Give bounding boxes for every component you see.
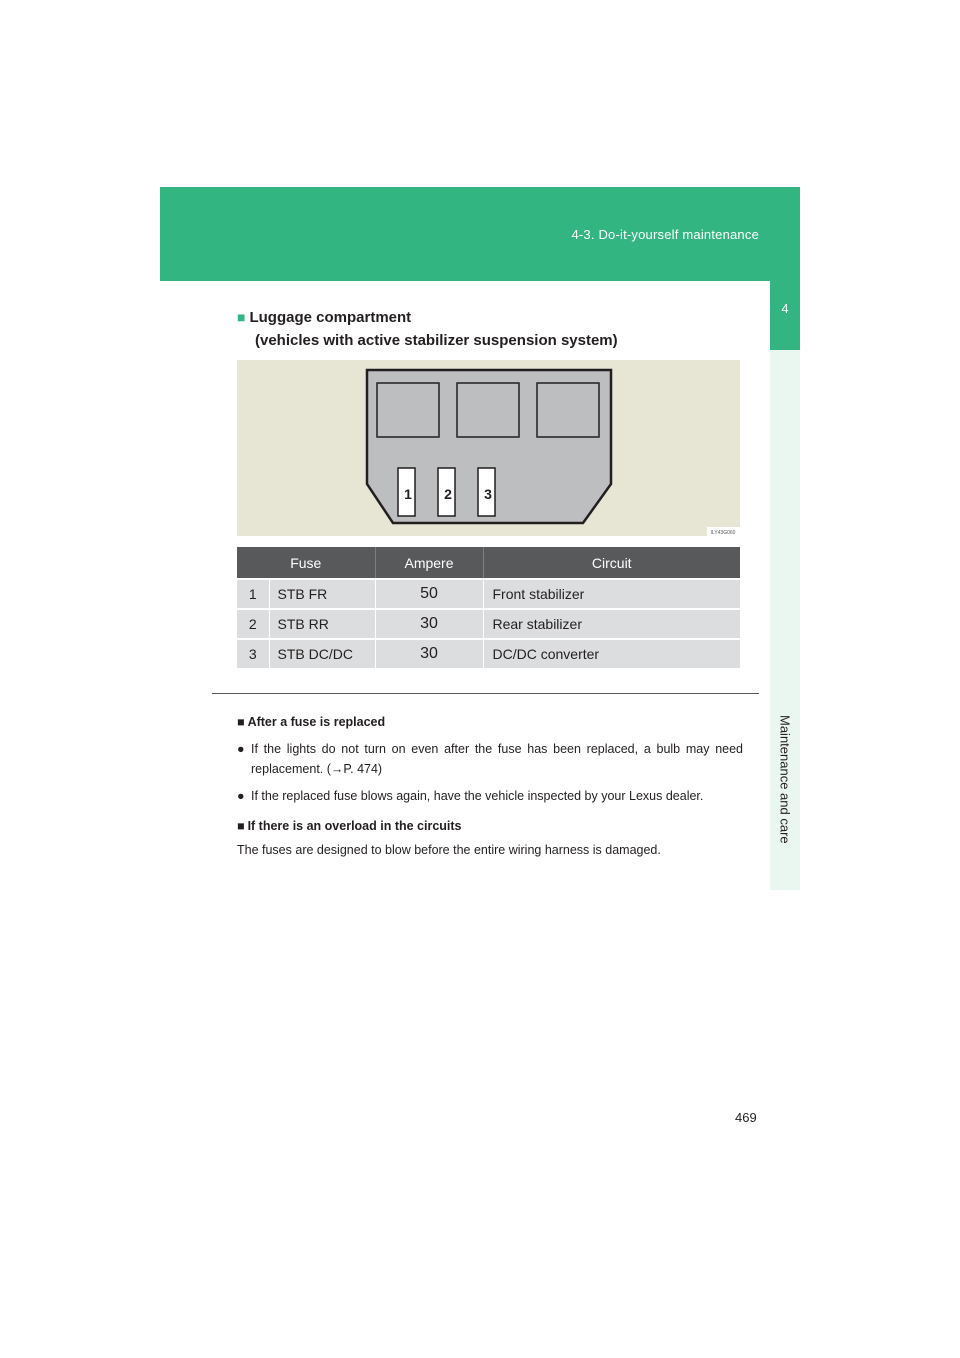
relay-slot-3	[537, 383, 599, 437]
header-circuit: Circuit	[483, 547, 740, 579]
table-row	[237, 579, 740, 609]
subheading	[237, 306, 618, 352]
bullet-dot-icon: ●	[237, 789, 245, 803]
fuse-circuit: Rear stabilizer	[483, 609, 740, 639]
fuse-ampere: 30	[375, 639, 483, 668]
fuse-label-1: 1	[404, 486, 412, 502]
table-row	[237, 639, 740, 668]
fuse-number: 2	[237, 609, 269, 639]
chapter-number: 4	[781, 301, 789, 316]
fuse-ampere: 30	[375, 609, 483, 639]
square-bullet-icon: ■	[237, 715, 245, 729]
section-divider	[212, 693, 759, 694]
list-item	[237, 786, 743, 806]
section-header-band	[160, 187, 800, 281]
square-bullet-icon: ■	[237, 819, 245, 833]
fuse-circuit: DC/DC converter	[483, 639, 740, 668]
square-bullet-icon: ■	[237, 309, 246, 325]
subheading-line1: Luggage compartment	[249, 309, 412, 326]
chapter-label: Maintenance and care	[777, 715, 793, 844]
note-bullet-text: If the lights do not turn on even after the fuse has been replaced, a bulb may need replacement. (→P. 474)	[251, 742, 743, 776]
header-ampere: Ampere	[375, 547, 483, 579]
note-bullet-text: If the replaced fuse blows again, have the vehicle inspected by your Lexus dealer.	[251, 789, 704, 803]
subheading-line2: (vehicles with active stabilizer suspension system)	[255, 332, 618, 349]
fuse-label-2: 2	[444, 486, 452, 502]
note-overload-text: The fuses are designed to blow before the entire wiring harness is damaged.	[237, 843, 661, 857]
figure-code: ILY43G060	[710, 530, 736, 536]
fuse-number: 1	[237, 579, 269, 609]
fuse-name: STB FR	[269, 579, 375, 609]
fuse-ampere: 50	[375, 579, 483, 609]
fuse-box-illustration	[237, 360, 740, 536]
table-header-row	[237, 547, 740, 579]
chapter-tab	[770, 281, 800, 350]
relay-slot-1	[377, 383, 439, 437]
fuse-label-3: 3	[484, 486, 492, 502]
notes-section	[237, 712, 743, 860]
note-heading-text: If there is an overload in the circuits	[247, 819, 462, 833]
chapter-strip	[770, 350, 800, 890]
bullet-dot-icon: ●	[237, 742, 245, 756]
fuse-name: STB RR	[269, 609, 375, 639]
list-item	[237, 739, 743, 779]
fuse-box-drawing	[237, 360, 740, 536]
table-row	[237, 609, 740, 639]
fuse-number: 3	[237, 639, 269, 668]
section-title: 4-3. Do-it-yourself maintenance	[571, 227, 759, 242]
note-heading-text: After a fuse is replaced	[247, 715, 386, 729]
fuse-circuit: Front stabilizer	[483, 579, 740, 609]
page-number: 469	[735, 1110, 757, 1125]
note-heading-after-replaced	[237, 712, 743, 732]
header-fuse: Fuse	[237, 547, 375, 579]
fuse-table	[237, 547, 740, 668]
note-heading-overload	[237, 816, 743, 836]
relay-slot-2	[457, 383, 519, 437]
fuse-name: STB DC/DC	[269, 639, 375, 668]
